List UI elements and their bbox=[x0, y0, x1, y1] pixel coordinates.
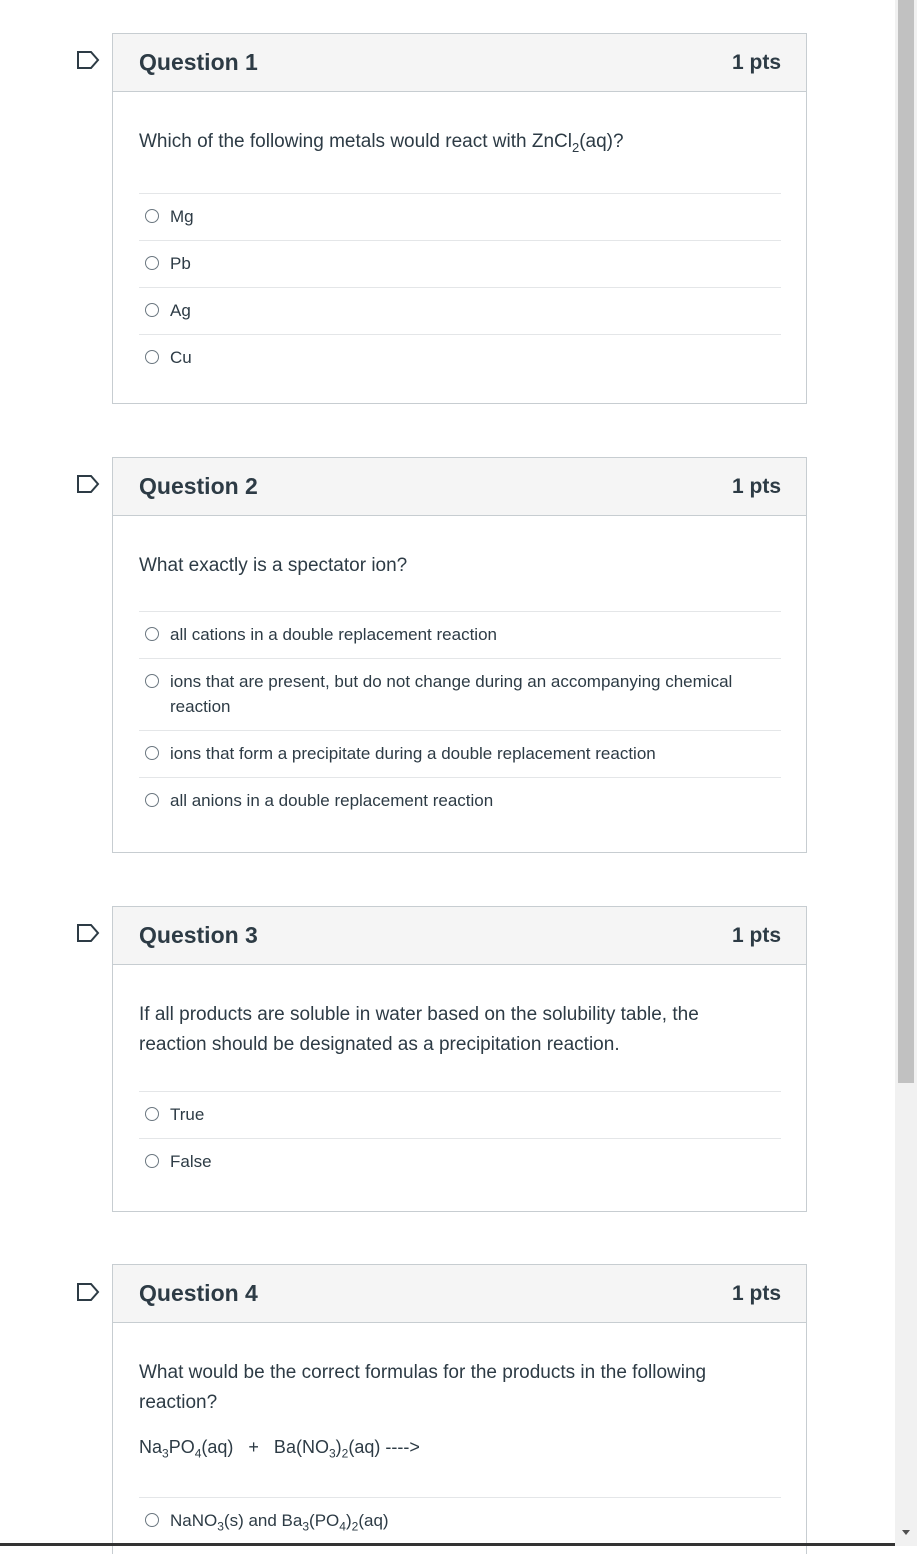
answer-label: all cations in a double replacement reaction bbox=[170, 625, 497, 644]
question-text: Which of the following metals would react with ZnCl$_2$(aq)? bbox=[139, 131, 624, 155]
flag-question-icon[interactable] bbox=[76, 923, 100, 943]
question-text: If all products are soluble in water based on the solubility table, the reaction should be designated as a precipitation reaction. bbox=[139, 1004, 699, 1055]
question-points: 1 pts bbox=[731, 1281, 781, 1305]
question-title: Question 4 bbox=[139, 1280, 258, 1306]
flag-question-icon[interactable] bbox=[76, 50, 100, 70]
question-title: Question 3 bbox=[139, 922, 258, 948]
question-header bbox=[113, 907, 806, 965]
question-card-2 bbox=[112, 457, 807, 853]
answer-list bbox=[139, 193, 781, 381]
radio-button[interactable] bbox=[145, 1513, 159, 1527]
answer-option[interactable] bbox=[139, 777, 781, 824]
question-title: Question 1 bbox=[139, 49, 258, 75]
question-header bbox=[113, 1265, 806, 1323]
question-points: 1 pts bbox=[731, 474, 781, 498]
question-text: What exactly is a spectator ion? bbox=[139, 555, 408, 576]
radio-button[interactable] bbox=[145, 1107, 159, 1121]
answer-list bbox=[139, 1497, 781, 1550]
radio-button[interactable] bbox=[145, 674, 159, 688]
answer-label: False bbox=[170, 1152, 212, 1171]
flag-question-icon[interactable] bbox=[76, 1282, 100, 1302]
question-title: Question 2 bbox=[139, 473, 258, 499]
radio-button[interactable] bbox=[145, 627, 159, 641]
answer-label: NaNO$_3$(s) and $Ba_3(PO_4)_2(aq)$ bbox=[170, 1510, 389, 1533]
answer-label: Mg bbox=[170, 206, 194, 226]
answer-option[interactable] bbox=[139, 1497, 781, 1550]
question-card-3 bbox=[112, 906, 807, 1212]
radio-button[interactable] bbox=[145, 1154, 159, 1168]
radio-button[interactable] bbox=[145, 793, 159, 807]
answer-option[interactable] bbox=[139, 240, 781, 287]
question-header bbox=[113, 34, 806, 92]
answer-option[interactable] bbox=[139, 193, 781, 240]
answer-option[interactable] bbox=[139, 1091, 781, 1138]
answer-label: all anions in a double replacement reaction bbox=[170, 791, 494, 810]
answer-option[interactable] bbox=[139, 730, 781, 777]
answer-label: Pb bbox=[170, 253, 191, 273]
answer-label: Cu bbox=[170, 347, 192, 367]
radio-button[interactable] bbox=[145, 209, 159, 223]
answer-option[interactable] bbox=[139, 334, 781, 381]
flag-question-icon[interactable] bbox=[76, 474, 100, 494]
question-points: 1 pts bbox=[731, 923, 781, 947]
radio-button[interactable] bbox=[145, 350, 159, 364]
question-card-4 bbox=[112, 1264, 807, 1554]
radio-button[interactable] bbox=[145, 746, 159, 760]
answer-option[interactable] bbox=[139, 658, 781, 730]
answer-label: ions that form a precipitate during a double replacement reaction bbox=[170, 744, 656, 763]
answer-option[interactable] bbox=[139, 611, 781, 658]
radio-button[interactable] bbox=[145, 256, 159, 270]
answer-label: Ag bbox=[170, 300, 191, 320]
question-text: What would be the correct formulas for the products in the following reaction? bbox=[139, 1362, 707, 1413]
answer-option[interactable] bbox=[139, 1138, 781, 1185]
answer-list bbox=[139, 1091, 781, 1185]
scrollbar-thumb[interactable] bbox=[898, 0, 914, 1083]
question-points: 1 pts bbox=[731, 50, 781, 74]
scroll-down-arrow-icon[interactable] bbox=[902, 1530, 910, 1535]
answer-list bbox=[139, 611, 781, 824]
answer-option[interactable] bbox=[139, 287, 781, 334]
answer-label: True bbox=[170, 1105, 205, 1124]
answer-label: ions that are present, but do not change during an accompanying chemical reaction bbox=[170, 672, 733, 716]
question-header bbox=[113, 458, 806, 516]
radio-button[interactable] bbox=[145, 303, 159, 317]
question-card-1 bbox=[112, 33, 807, 404]
reaction-equation: $Na_3PO_4(aq) + Ba(NO_3)_2(aq)$ ----> bbox=[139, 1437, 420, 1461]
